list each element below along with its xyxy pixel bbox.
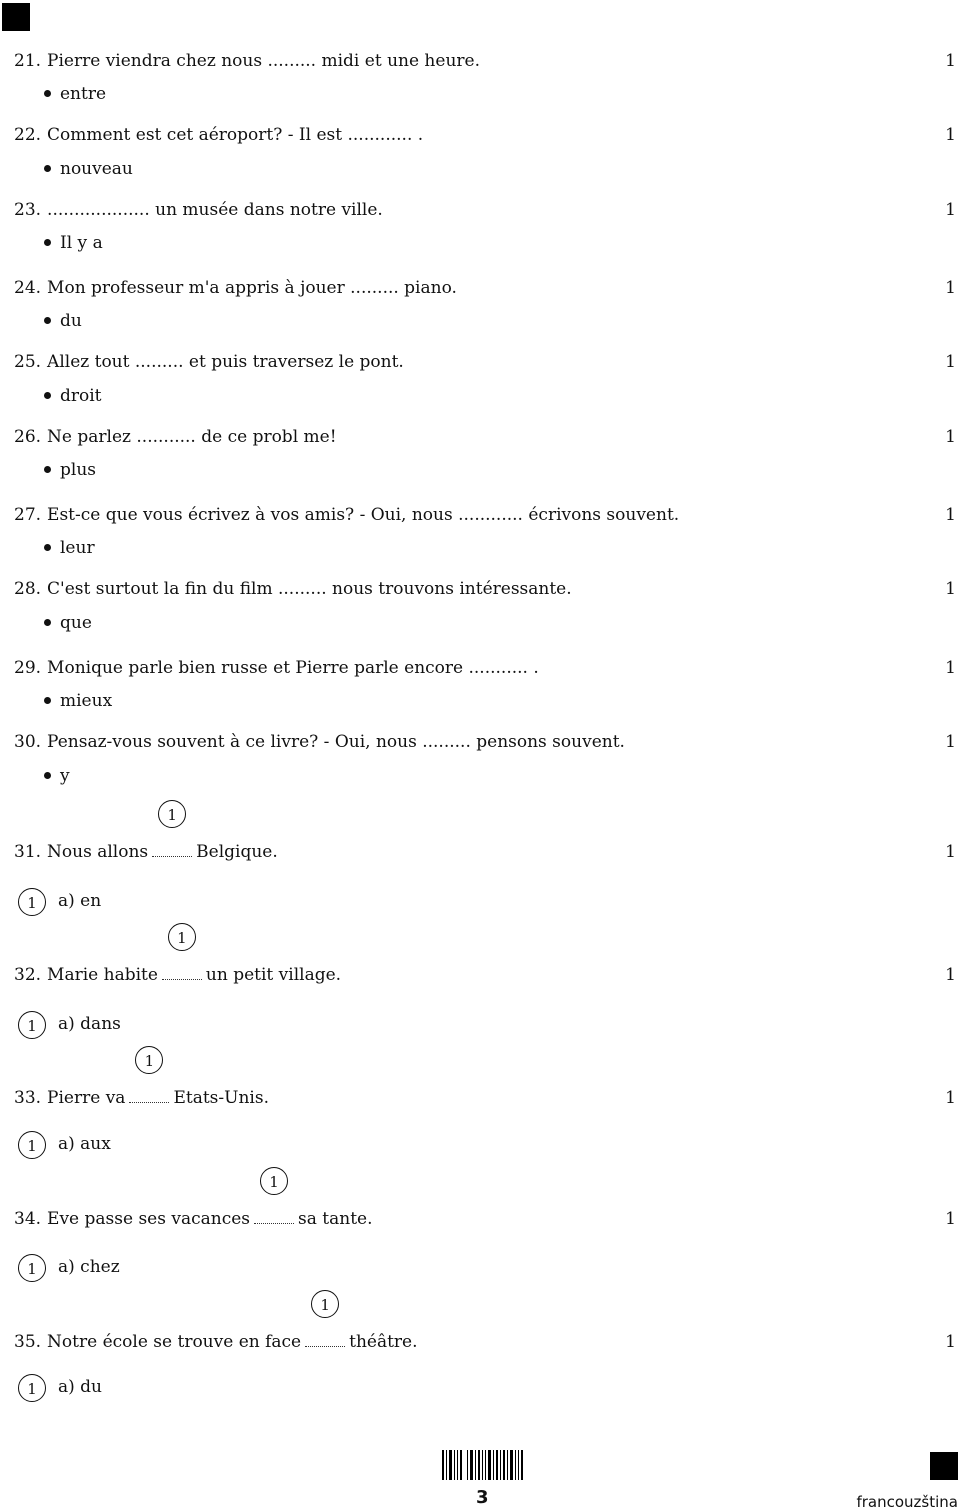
question-text: C'est surtout la fin du film ......... nous trouvons intéressante.: [47, 579, 572, 599]
question-34: [14, 1173, 960, 1230]
mc-option: [18, 885, 101, 917]
question-text: Mon professeur m'a appris à jouer ......... piano.: [47, 278, 457, 298]
bullet-icon: [44, 544, 51, 551]
question-24: [14, 277, 960, 299]
option-label[interactable]: a) aux: [58, 1134, 111, 1154]
answer: leur: [44, 537, 95, 559]
bullet-icon: [44, 619, 51, 626]
question-25: [14, 351, 960, 373]
option-label[interactable]: a) en: [58, 891, 102, 911]
answer: y: [44, 765, 70, 787]
question-28: [14, 578, 960, 600]
question-text: ................... un musée dans notre ville.: [47, 200, 383, 220]
bullet-icon: [44, 466, 51, 473]
answer-blank[interactable]: [162, 929, 202, 980]
question-number: 25.: [14, 352, 42, 372]
question-number: 34.: [14, 1209, 42, 1229]
answer: Il y a: [44, 232, 103, 254]
bullet-icon: [44, 697, 51, 704]
option-label[interactable]: a) du: [58, 1377, 103, 1397]
points: 1: [945, 125, 956, 145]
points: 1: [945, 505, 956, 525]
question-30: [14, 731, 960, 753]
question-text: Monique parle bien russe et Pierre parle encore ........... .: [47, 658, 539, 678]
option-points-circle: 1: [18, 888, 46, 916]
option-points-circle: 1: [18, 1254, 46, 1282]
points: 1: [945, 1088, 956, 1108]
question-number: 28.: [14, 579, 42, 599]
answer-blank[interactable]: [129, 1052, 169, 1103]
question-33: [14, 1052, 960, 1109]
question-number: 26.: [14, 427, 42, 447]
points: 1: [945, 965, 956, 985]
question-number: 29.: [14, 658, 42, 678]
question-number: 33.: [14, 1088, 42, 1108]
question-text: Est-ce que vous écrivez à vos amis? - Oui, nous ............ écrivons souvent.: [47, 505, 680, 525]
option-points-circle: 1: [18, 1374, 46, 1402]
points-circle: 1: [311, 1290, 339, 1318]
answer: mieux: [44, 690, 112, 712]
option-label[interactable]: a) dans: [58, 1014, 121, 1034]
points: 1: [945, 579, 956, 599]
mc-option: [18, 1371, 102, 1403]
question-text: Eve passe ses vacances 1 sa tante.: [47, 1209, 372, 1229]
points: 1: [945, 1332, 956, 1352]
answer-blank[interactable]: [305, 1296, 345, 1347]
question-number: 35.: [14, 1332, 42, 1352]
points-circle: 1: [135, 1046, 163, 1074]
points: 1: [945, 732, 956, 752]
points: 1: [945, 658, 956, 678]
question-text: Notre école se trouve en face 1 théâtre.: [47, 1332, 417, 1352]
barcode: [442, 1450, 525, 1480]
option-points-circle: 1: [18, 1131, 46, 1159]
points: 1: [945, 278, 956, 298]
points: 1: [945, 200, 956, 220]
answer: du: [44, 310, 82, 332]
answer: plus: [44, 459, 96, 481]
question-number: 22.: [14, 125, 42, 145]
answer: droit: [44, 385, 102, 407]
points-circle: 1: [158, 800, 186, 828]
question-29: [14, 657, 960, 679]
bullet-icon: [44, 90, 51, 97]
question-32: [14, 929, 960, 986]
subject-label: francouzština: [856, 1493, 958, 1511]
option-points-circle: 1: [18, 1011, 46, 1039]
bullet-icon: [44, 317, 51, 324]
question-number: 30.: [14, 732, 42, 752]
answer: entre: [44, 83, 106, 105]
question-number: 32.: [14, 965, 42, 985]
question-text: Pierre viendra chez nous ......... midi et une heure.: [47, 51, 480, 71]
question-35: [14, 1296, 960, 1353]
question-text: Allez tout ......... et puis traversez le pont.: [47, 352, 404, 372]
question-21: [14, 50, 960, 72]
question-number: 21.: [14, 51, 42, 71]
question-26: [14, 426, 960, 448]
bullet-icon: [44, 165, 51, 172]
points-circle: 1: [168, 923, 196, 951]
mc-option: [18, 1251, 120, 1283]
question-31: [14, 806, 960, 863]
answer-blank[interactable]: [254, 1173, 294, 1224]
points: 1: [945, 427, 956, 447]
answer: nouveau: [44, 158, 133, 180]
points: 1: [945, 51, 956, 71]
bullet-icon: [44, 239, 51, 246]
bullet-icon: [44, 392, 51, 399]
mc-option: [18, 1128, 111, 1160]
answer: que: [44, 612, 92, 634]
question-number: 24.: [14, 278, 42, 298]
answer-blank[interactable]: [152, 806, 192, 857]
registration-mark-bottom-right: [930, 1452, 958, 1480]
question-text: Pensaz-vous souvent à ce livre? - Oui, nous ......... pensons souvent.: [47, 732, 625, 752]
question-text: Ne parlez ........... de ce probl me!: [47, 427, 337, 447]
points: 1: [945, 842, 956, 862]
bullet-icon: [44, 772, 51, 779]
question-text: Comment est cet aéroport? - Il est ............ .: [47, 125, 424, 145]
question-number: 23.: [14, 200, 42, 220]
question-22: [14, 124, 960, 146]
option-label[interactable]: a) chez: [58, 1257, 120, 1277]
question-number: 31.: [14, 842, 42, 862]
mc-option: [18, 1008, 121, 1040]
question-text: Pierre va 1 Etats-Unis.: [47, 1088, 269, 1108]
question-text: Nous allons 1 Belgique.: [47, 842, 278, 862]
registration-mark-top-left: [2, 3, 30, 31]
page-number: 3: [476, 1487, 489, 1508]
question-number: 27.: [14, 505, 42, 525]
points-circle: 1: [260, 1167, 288, 1195]
question-27: [14, 504, 960, 526]
question-23: [14, 199, 960, 221]
points: 1: [945, 1209, 956, 1229]
question-text: Marie habite 1 un petit village.: [47, 965, 341, 985]
points: 1: [945, 352, 956, 372]
